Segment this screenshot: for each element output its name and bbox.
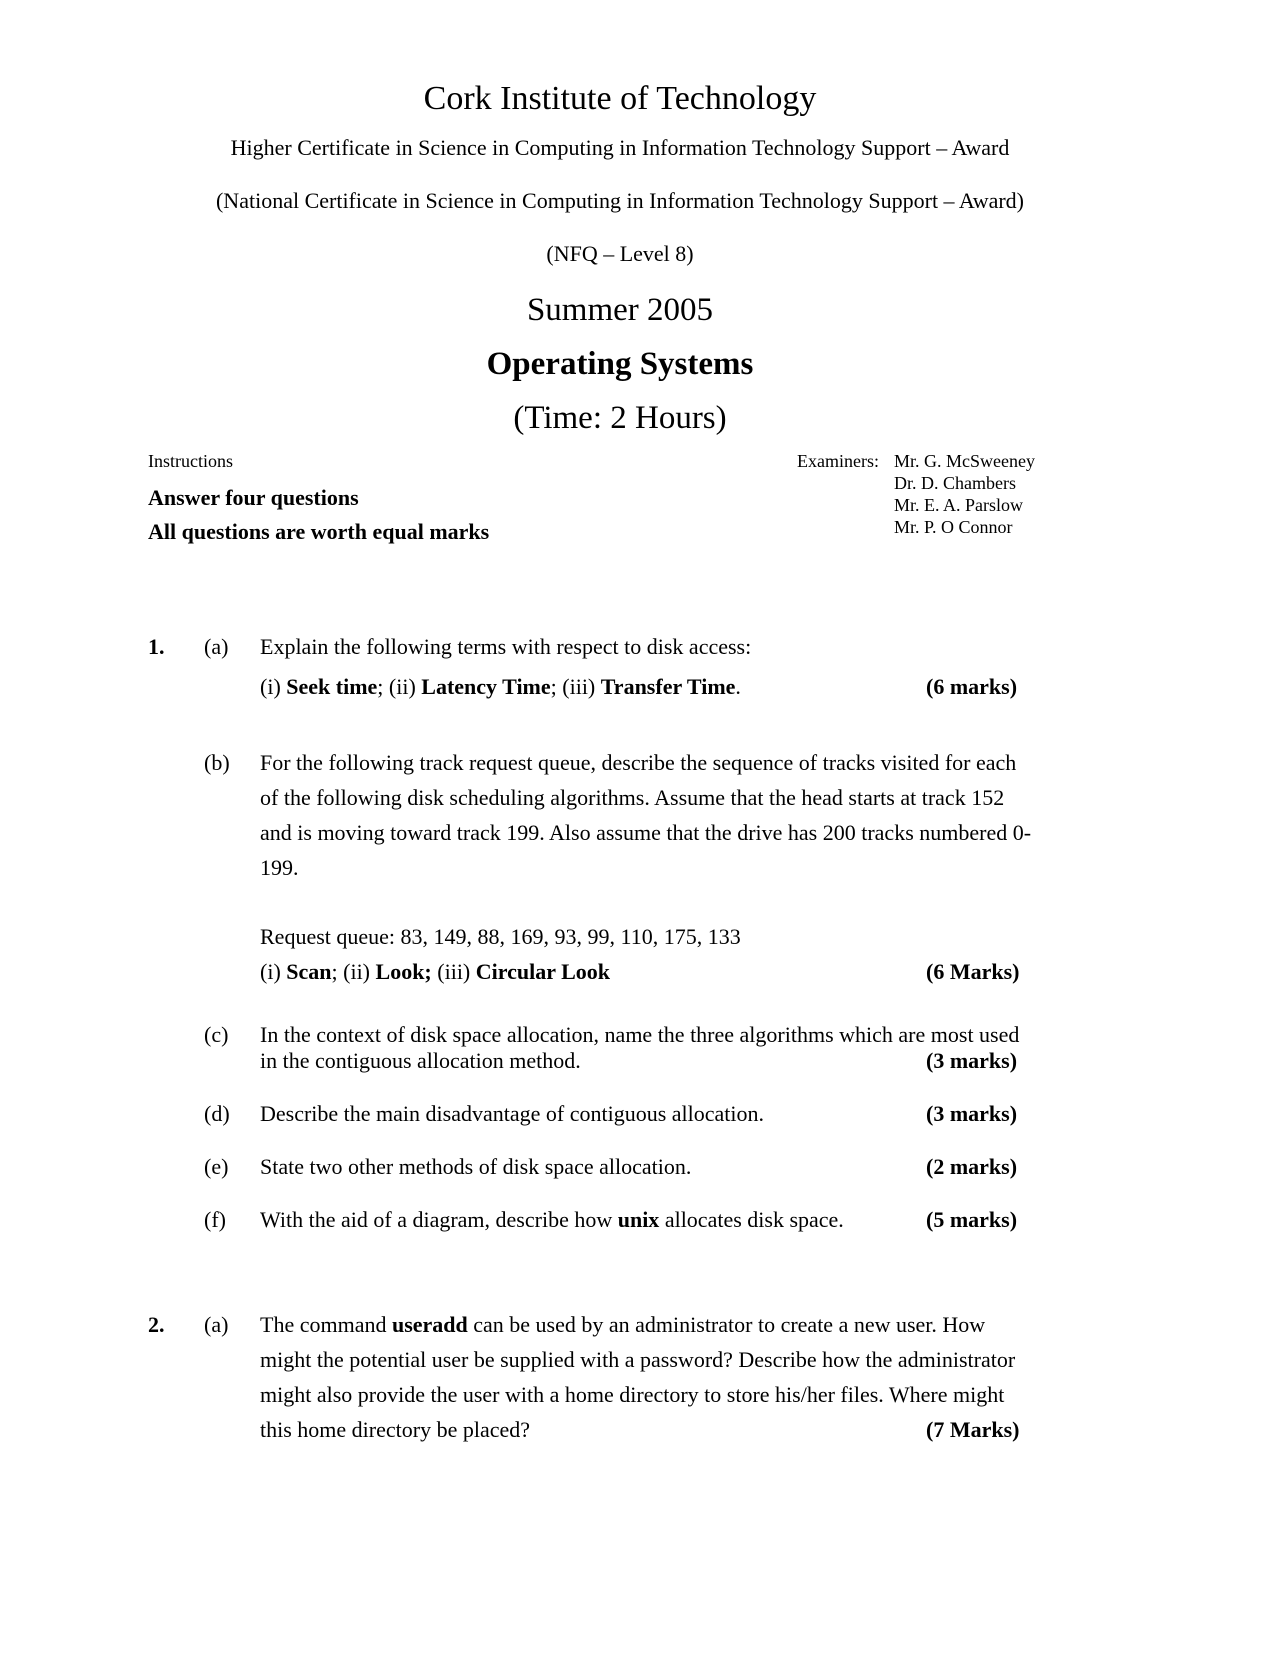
q1b-line: and is moving toward track 199. Also assume that the drive has 200 tracks numbered 0- [260, 820, 1032, 845]
q1b-line: 199. [260, 855, 299, 880]
algo-separator: (iii) [431, 959, 476, 984]
part-label: (a) [204, 1312, 229, 1337]
algo-separator: ; (ii) [331, 959, 376, 984]
part-label: (e) [204, 1154, 229, 1179]
examiner-name: Mr. E. A. Parslow [894, 495, 1024, 515]
algo-circular-look: Circular Look [475, 959, 611, 984]
q1a-terms [260, 674, 741, 700]
q1a-text: Explain the following terms with respect to disk access: [260, 634, 752, 659]
term-separator: ; (iii) [550, 674, 601, 699]
question-number: 1. [148, 634, 165, 659]
marks-label: (7 Marks) [926, 1417, 1020, 1442]
q2a-text-start: The command [260, 1312, 392, 1337]
marks-label: (3 marks) [926, 1101, 1018, 1126]
subject-title: Operating Systems [486, 346, 754, 382]
term-prefix: (i) [260, 674, 287, 699]
q2a-line: might also provide the user with a home directory to store his/her files. Where might [260, 1382, 1005, 1407]
part-label: (a) [204, 634, 229, 659]
q1c-line: In the context of disk space allocation, name the three algorithms which are most used [260, 1022, 1020, 1047]
q1b-line: For the following track request queue, describe the sequence of tracks visited for each [260, 750, 1017, 775]
q1b-algorithms [260, 959, 610, 985]
term-seek-time: Seek time [286, 674, 378, 699]
part-label: (d) [204, 1101, 230, 1126]
award-line-1: Higher Certificate in Science in Computing in Information Technology Support – Award [230, 135, 1010, 160]
q2a-useradd: useradd [391, 1312, 468, 1337]
examiner-name: Mr. G. McSweeney [894, 451, 1035, 471]
exam-session: Summer 2005 [526, 292, 714, 328]
award-line-2: (National Certificate in Science in Computing in Information Technology Support – Award) [215, 188, 1025, 213]
part-label: (f) [204, 1207, 226, 1232]
examiners-label: Examiners: [797, 451, 879, 471]
q1c-line: in the contiguous allocation method. [260, 1048, 581, 1073]
q2a-text-end: can be used by an administrator to create a new user. How [467, 1312, 986, 1337]
marks-label: (2 marks) [926, 1154, 1018, 1179]
marks-label: (6 Marks) [926, 959, 1020, 984]
part-label: (c) [204, 1022, 229, 1047]
q1f-text [260, 1207, 844, 1233]
institution-title: Cork Institute of Technology [423, 80, 817, 117]
instruction-line-2: All questions are worth equal marks [148, 519, 490, 544]
part-label: (b) [204, 750, 230, 775]
term-latency-time: Latency Time [421, 674, 551, 699]
q1f-unix: unix [617, 1207, 660, 1232]
algo-prefix: (i) [260, 959, 287, 984]
q1e-text: State two other methods of disk space allocation. [260, 1154, 692, 1179]
question-number: 2. [148, 1312, 165, 1337]
term-transfer-time: Transfer Time [600, 674, 736, 699]
instruction-line-1: Answer four questions [148, 485, 359, 510]
marks-label: (5 marks) [926, 1207, 1018, 1232]
q1f-text-start: With the aid of a diagram, describe how [260, 1207, 618, 1232]
term-separator: ; (ii) [377, 674, 422, 699]
examiner-name: Mr. P. O Connor [894, 517, 1013, 537]
instructions-label: Instructions [148, 451, 233, 471]
q1d-text: Describe the main disadvantage of contiguous allocation. [260, 1101, 765, 1126]
q2a-line [260, 1312, 985, 1338]
request-queue: Request queue: 83, 149, 88, 169, 93, 99, 110, 175, 133 [260, 924, 741, 949]
marks-label: (3 marks) [926, 1048, 1018, 1073]
nfq-level: (NFQ – Level 8) [546, 241, 694, 266]
examiner-name: Dr. D. Chambers [894, 473, 1016, 493]
q2a-line: might the potential user be supplied with a password? Describe how the administrator [260, 1347, 1016, 1372]
q2a-line: this home directory be placed? [260, 1417, 531, 1442]
q1f-text-end: allocates disk space. [659, 1207, 844, 1232]
term-suffix: . [735, 674, 741, 699]
q1b-line: of the following disk scheduling algorithms. Assume that the head starts at track 152 [260, 785, 1005, 810]
marks-label: (6 marks) [926, 674, 1018, 699]
algo-scan: Scan [286, 959, 332, 984]
algo-look: Look; [375, 959, 432, 984]
exam-duration: (Time: 2 Hours) [513, 400, 727, 436]
